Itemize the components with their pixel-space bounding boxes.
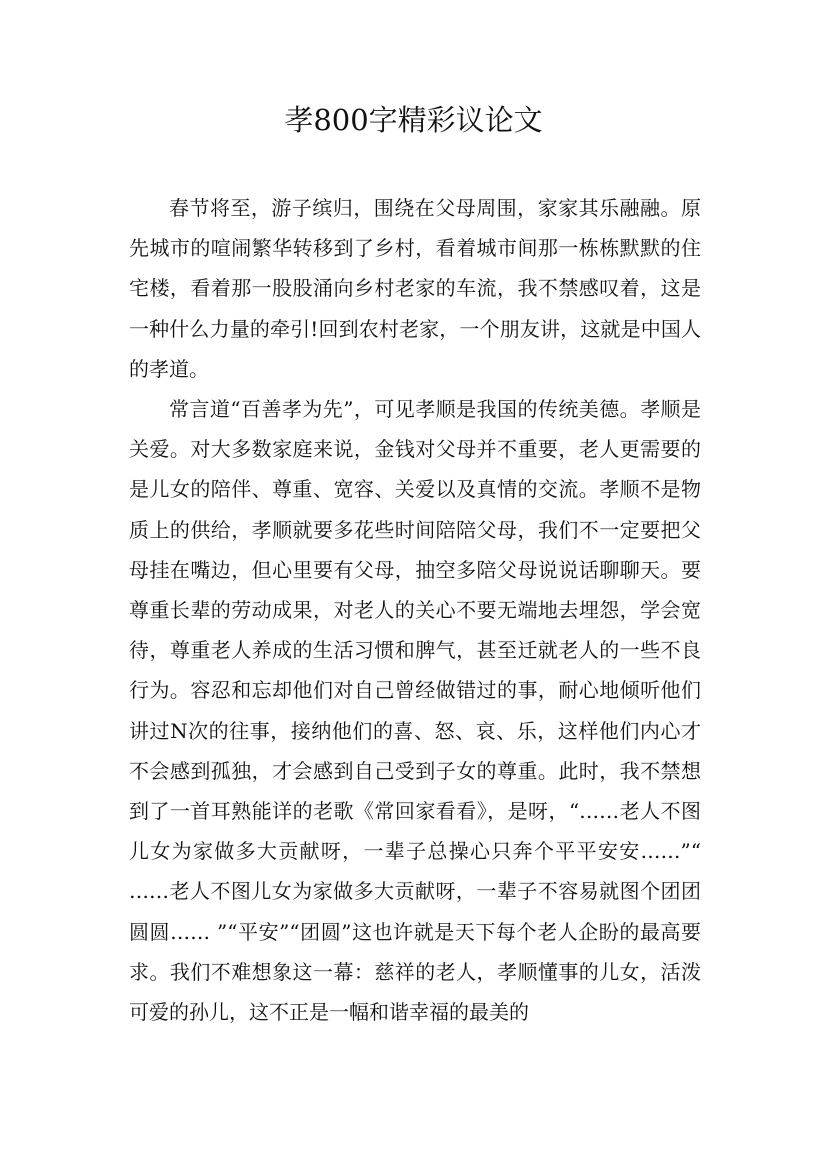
paragraph-2: 常言道“百善孝为先”，可见孝顺是我国的传统美德。孝顺是关爱。对大多数家庭来说，金钱对父母并不重要，老人更需要的是儿女的陪伴、尊重、宽容、关爱以及真情的交流。孝顺不是物质上的供给，孝顺就要多花些时间陪陪父母，我们不一定要把父母挂在嘴边，但心里要有父母，抽空多陪父母说说话聊聊天。要尊重长辈的劳动成果，对老人的关心不要无端地去埋怨，学会宽待，尊重老人养成的生活习惯和脾气，甚至迁就老人的一些不良行为。容忍和忘却他们对自己曾经做错过的事，耐心地倾听他们讲过N次的往事，接纳他们的喜、怒、哀、乐，这样他们内心才不会感到孤独，才会感到自己受到子女的尊重。此时，我不禁想到了一首耳熟能详的老歌《常回家看看》，是呀，“……老人不图儿女为家做多大贡献呀，一辈子总操心只奔个平平安安……”“ ……老人不图儿女为家做多大贡献呀，一辈子不容易就图个团团圆圆…… ”“平安”“团圆”这也许就是天下每个老人企盼的最高要求。我们不难想象这一幕：慈祥的老人，孝顺懂事的儿女，活泼可爱的孙儿，这不正是一幅和谐幸福的最美的 (129, 397, 701, 1025)
document-title: 孝800字精彩议论文 (284, 103, 543, 137)
paragraph-1: 春节将至，游子缤归，围绕在父母周围，家家其乐融融。原先城市的喧闹繁华转移到了乡村，看着城市间那一栋栋默默的住宅楼，看着那一股股涌向乡村老家的车流，我不禁感叹着，这是一种什么力量的牵引!回到农村老家，一个朋友讲，这就是中国人的孝道。 (129, 196, 701, 381)
document-body (129, 188, 701, 1032)
